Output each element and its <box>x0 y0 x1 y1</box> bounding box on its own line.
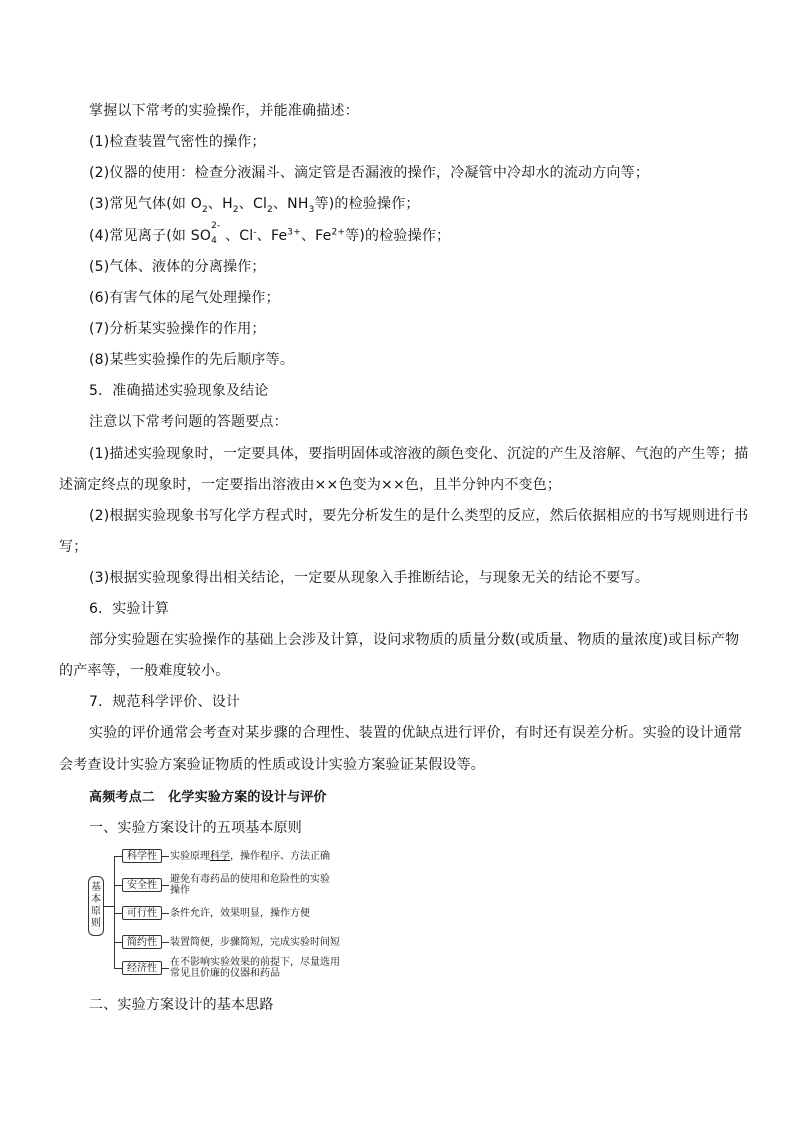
op3-text-b: 、H <box>207 196 233 212</box>
op4-text-a: (4)常见离子(如 SO <box>89 228 212 244</box>
op-item-6: (6)有害气体的尾气处理操作； <box>89 290 280 306</box>
branch-label-economy: 经济性 <box>122 961 162 975</box>
branch-desc-scientific <box>170 851 330 862</box>
section-7-line2: 会考查设计实验方案验证物质的性质或设计实验方案验证某假设等。 <box>59 757 485 773</box>
op3-text-e: 等)的检验操作； <box>314 196 420 212</box>
intro-line: 掌握以下常考的实验操作，并能准确描述： <box>89 103 359 119</box>
op-item-2: (2)仪器的使用：检查分液漏斗、滴定管是否漏液的操作，冷凝管中冷却水的流动方向等； <box>89 165 650 181</box>
hot-topic-heading: 高频考点二 化学实验方案的设计与评价 <box>89 790 327 805</box>
section-5-p1-line2: 述滴定终点的现象时，一定要指出溶液由××色变为××色，且半分钟内不变色； <box>59 477 562 493</box>
principles-diagram <box>88 846 358 978</box>
diagram-root-char-1: 基 <box>91 882 101 893</box>
section-7-line1: 实验的评价通常会考查对某步骤的合理性、装置的优缺点进行评价，有时还有误差分析。实验的设计通常 <box>89 725 743 741</box>
section-5-intro: 注意以下常考问题的答题要点： <box>89 414 288 430</box>
section-5-p2-line1: (2)根据实验现象书写化学方程式时，要先分析发生的是什么类型的反应，然后依据相应的书写规则进行书 <box>89 508 749 524</box>
op4-sup-1: 2- <box>211 221 221 231</box>
diagram-trunk-connector <box>104 906 114 907</box>
part-1-heading: 一、实验方案设计的五项基本原则 <box>89 820 302 836</box>
op3-sub-4: 3 <box>308 204 315 215</box>
section-5-p2-line2: 写； <box>59 539 88 555</box>
op4-sup-2: - <box>253 227 257 238</box>
b1-desc-a: 实验原理 <box>170 851 210 862</box>
diagram-arm-3 <box>114 913 122 914</box>
branch-label-scientific: 科学性 <box>122 849 162 863</box>
diagram-arm-2 <box>114 885 122 886</box>
op3-text-c: 、Cl <box>238 196 268 212</box>
op4-text-b: 、Cl <box>225 228 254 244</box>
diagram-root-char-4: 则 <box>91 918 101 929</box>
op-item-1: (1)检查装置气密性的操作； <box>89 134 266 150</box>
b2-desc-line2: 操作 <box>170 885 190 896</box>
op-item-4 <box>89 221 451 246</box>
op-item-5: (5)气体、液体的分离操作； <box>89 259 266 275</box>
op-item-3 <box>89 195 420 213</box>
op4-sup-4: 2+ <box>331 227 346 238</box>
section-6-line2: 的产率等，一般难度较小。 <box>59 663 230 679</box>
branch-desc-feasibility: 条件允许，效果明显，操作方便 <box>170 908 310 919</box>
branch-label-safety: 安全性 <box>122 878 162 892</box>
op-item-7: (7)分析某实验操作的作用； <box>89 321 266 337</box>
diagram-dash-1 <box>162 856 169 857</box>
part-2-heading: 二、实验方案设计的基本思路 <box>89 997 274 1013</box>
diagram-spine-connector <box>114 856 116 968</box>
diagram-dash-3 <box>162 913 169 914</box>
b2-desc-line1: 避免有毒药品的使用和危险性的实验 <box>170 874 330 885</box>
b5-desc-line1: 在不影响实验效果的前提下，尽量选用 <box>170 957 340 968</box>
op4-sup-3: 3+ <box>287 227 301 238</box>
section-6-line1: 部分实验题在实验操作的基础上会涉及计算，设问求物质的质量分数(或质量、物质的量浓度)或目标产物 <box>89 632 740 648</box>
op3-sub-1: 2 <box>201 204 208 215</box>
b1-desc-b: ，操作程序、方法正确 <box>230 851 330 862</box>
op3-text-a: (3)常见气体(如 O <box>89 196 202 212</box>
branch-desc-safety <box>170 874 330 896</box>
branch-desc-simplicity: 装置简便，步骤简短，完成实验时间短 <box>170 937 340 948</box>
branch-label-simplicity: 简约性 <box>122 935 162 949</box>
section-6-title: 6．实验计算 <box>89 601 170 617</box>
section-5-title: 5．准确描述实验现象及结论 <box>89 383 269 399</box>
section-7-title: 7．规范科学评价、设计 <box>89 694 241 710</box>
diagram-arm-4 <box>114 942 122 943</box>
op-item-8: (8)某些实验操作的先后顺序等。 <box>89 352 295 368</box>
op4-sub-1: 4 <box>211 236 217 246</box>
branch-desc-economy <box>170 957 340 979</box>
diagram-arm-1 <box>114 856 122 857</box>
b5-desc-line2: 常见且价廉的仪器和药品 <box>170 968 280 979</box>
section-5-p3: (3)根据实验现象得出相关结论，一定要从现象入手推断结论，与现象无关的结论不要写。 <box>89 570 650 586</box>
op4-text-d: 、Fe <box>300 228 332 244</box>
diagram-root-char-2: 本 <box>91 894 101 905</box>
diagram-dash-4 <box>162 942 169 943</box>
op3-sub-2: 2 <box>232 204 239 215</box>
branch-label-feasibility: 可行性 <box>122 906 162 920</box>
section-5-p1-line1: (1)描述实验现象时，一定要具体，要指明固体或溶液的颜色变化、沉淀的产生及溶解、气泡的产生等；描 <box>89 446 749 462</box>
diagram-root-char-3: 原 <box>91 906 101 917</box>
diagram-dash-5 <box>162 968 169 969</box>
b1-desc-underlined: 科学 <box>210 851 230 862</box>
op4-text-c: 、Fe <box>256 228 288 244</box>
diagram-arm-5 <box>114 968 122 969</box>
diagram-dash-2 <box>162 885 169 886</box>
op4-text-e: 等)的检验操作； <box>345 228 451 244</box>
op3-sub-3: 2 <box>267 204 273 215</box>
diagram-root-box <box>88 876 104 936</box>
op3-text-d: 、NH <box>272 196 309 212</box>
